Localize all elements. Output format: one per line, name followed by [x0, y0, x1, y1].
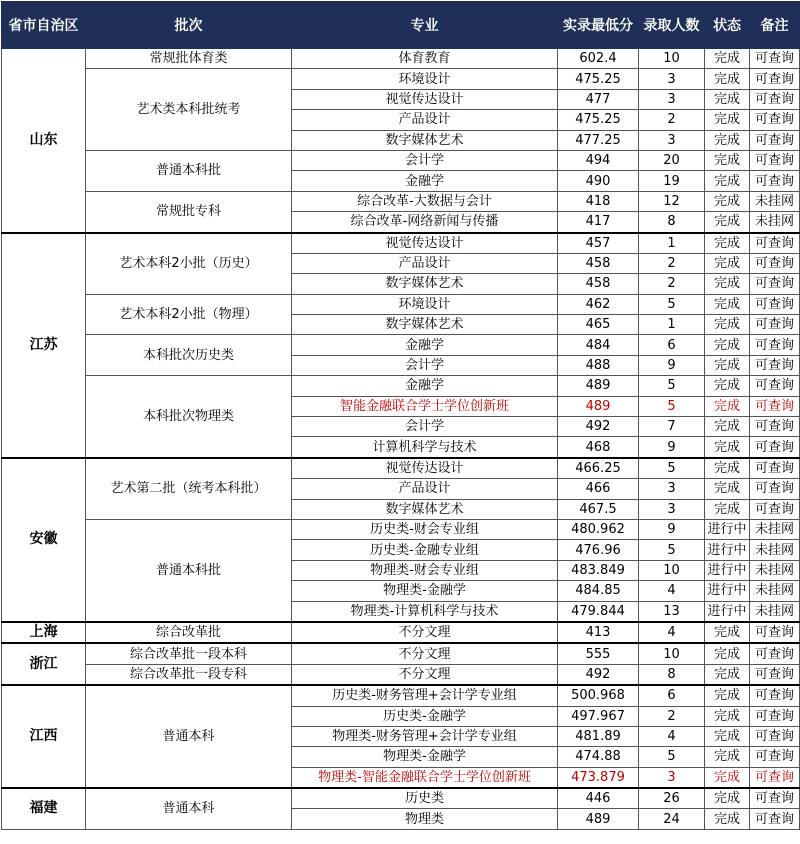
major-cell: 环境设计: [292, 294, 558, 314]
major-cell: 不分文理: [292, 643, 558, 664]
table-body: [2, 49, 800, 830]
min-score-cell: 477.25: [558, 130, 639, 150]
province-cell: 江西: [2, 685, 86, 788]
table-row: [2, 643, 800, 664]
major-cell: 数字媒体艺术: [292, 499, 558, 519]
min-score-cell: 477: [558, 89, 639, 109]
admitted-count-cell: 5: [639, 458, 705, 479]
admitted-count-cell: 8: [639, 664, 705, 685]
note-cell: 未挂网: [750, 540, 800, 560]
header-major: 专业: [292, 2, 558, 49]
note-cell: 可查询: [750, 130, 800, 150]
major-cell: 金融学: [292, 171, 558, 191]
note-cell: 可查询: [750, 622, 800, 643]
note-cell: 可查询: [750, 747, 800, 767]
province-cell: 安徽: [2, 458, 86, 622]
batch-cell: 本科批次历史类: [86, 335, 292, 376]
admitted-count-cell: 3: [639, 479, 705, 499]
note-cell: 可查询: [750, 458, 800, 479]
min-score-cell: 458: [558, 274, 639, 294]
admitted-count-cell: 5: [639, 294, 705, 314]
min-score-cell: 492: [558, 417, 639, 437]
min-score-cell: 467.5: [558, 499, 639, 519]
major-cell: 物理类-计算机科学与技术: [292, 601, 558, 622]
status-cell: 完成: [705, 396, 750, 416]
min-score-cell: 497.967: [558, 706, 639, 726]
admission-scores-table: [1, 1, 800, 830]
min-score-cell: 457: [558, 233, 639, 254]
admitted-count-cell: 4: [639, 581, 705, 601]
status-cell: 完成: [705, 171, 750, 191]
major-cell: 综合改革-网络新闻与传播: [292, 212, 558, 233]
table-row: [2, 622, 800, 643]
major-cell: 金融学: [292, 335, 558, 355]
min-score-cell: 466: [558, 479, 639, 499]
table-row: [2, 458, 800, 479]
major-cell: 不分文理: [292, 664, 558, 685]
note-cell: 可查询: [750, 335, 800, 355]
batch-cell: 常规批体育类: [86, 49, 292, 69]
status-cell: 完成: [705, 788, 750, 809]
status-cell: 完成: [705, 253, 750, 273]
major-cell: 历史类-金融学: [292, 706, 558, 726]
admitted-count-cell: 12: [639, 191, 705, 211]
admitted-count-cell: 6: [639, 335, 705, 355]
admitted-count-cell: 4: [639, 622, 705, 643]
major-cell: 物理类-金融学: [292, 581, 558, 601]
batch-cell: 艺术本科2小批（历史）: [86, 233, 292, 295]
min-score-cell: 492: [558, 664, 639, 685]
min-score-cell: 458: [558, 253, 639, 273]
status-cell: 进行中: [705, 540, 750, 560]
status-cell: 完成: [705, 664, 750, 685]
note-cell: 可查询: [750, 110, 800, 130]
note-cell: 可查询: [750, 788, 800, 809]
min-score-cell: 479.844: [558, 601, 639, 622]
province-cell: 浙江: [2, 643, 86, 685]
major-cell: 视觉传达设计: [292, 233, 558, 254]
status-cell: 完成: [705, 622, 750, 643]
major-cell: 产品设计: [292, 253, 558, 273]
note-cell: 可查询: [750, 499, 800, 519]
admitted-count-cell: 3: [639, 69, 705, 89]
admitted-count-cell: 3: [639, 89, 705, 109]
min-score-cell: 418: [558, 191, 639, 211]
header-status: 状态: [705, 2, 750, 49]
status-cell: 进行中: [705, 560, 750, 580]
admitted-count-cell: 9: [639, 519, 705, 539]
table-row: [2, 519, 800, 539]
note-cell: 可查询: [750, 685, 800, 706]
min-score-cell: 413: [558, 622, 639, 643]
batch-cell: 普通本科: [86, 788, 292, 829]
status-cell: 完成: [705, 110, 750, 130]
admitted-count-cell: 5: [639, 540, 705, 560]
note-cell: 可查询: [750, 417, 800, 437]
min-score-cell: 473.879: [558, 767, 639, 788]
note-cell: 未挂网: [750, 212, 800, 233]
note-cell: 可查询: [750, 233, 800, 254]
status-cell: 完成: [705, 274, 750, 294]
batch-cell: 艺术本科2小批（物理）: [86, 294, 292, 335]
status-cell: 完成: [705, 706, 750, 726]
major-cell: 金融学: [292, 376, 558, 396]
major-cell: 综合改革-大数据与会计: [292, 191, 558, 211]
min-score-cell: 500.968: [558, 685, 639, 706]
note-cell: 可查询: [750, 437, 800, 458]
admitted-count-cell: 5: [639, 376, 705, 396]
admitted-count-cell: 6: [639, 685, 705, 706]
note-cell: 可查询: [750, 809, 800, 829]
min-score-cell: 483.849: [558, 560, 639, 580]
note-cell: 可查询: [750, 643, 800, 664]
table-row: [2, 233, 800, 254]
admitted-count-cell: 9: [639, 355, 705, 375]
batch-cell: 艺术第二批（统考本科批）: [86, 458, 292, 520]
status-cell: 完成: [705, 191, 750, 211]
major-cell: 数字媒体艺术: [292, 274, 558, 294]
min-score-cell: 466.25: [558, 458, 639, 479]
status-cell: 完成: [705, 747, 750, 767]
admitted-count-cell: 8: [639, 212, 705, 233]
admitted-count-cell: 1: [639, 315, 705, 335]
min-score-cell: 446: [558, 788, 639, 809]
status-cell: 完成: [705, 212, 750, 233]
status-cell: 完成: [705, 499, 750, 519]
note-cell: 可查询: [750, 726, 800, 746]
batch-cell: 艺术类本科批统考: [86, 69, 292, 151]
min-score-cell: 480.962: [558, 519, 639, 539]
admitted-count-cell: 1: [639, 233, 705, 254]
min-score-cell: 555: [558, 643, 639, 664]
min-score-cell: 462: [558, 294, 639, 314]
batch-cell: 普通本科: [86, 685, 292, 788]
min-score-cell: 481.89: [558, 726, 639, 746]
note-cell: 可查询: [750, 150, 800, 170]
major-cell: 数字媒体艺术: [292, 130, 558, 150]
table-row: [2, 49, 800, 69]
admitted-count-cell: 20: [639, 150, 705, 170]
note-cell: 可查询: [750, 294, 800, 314]
province-cell: 江苏: [2, 233, 86, 458]
header-note: 备注: [750, 2, 800, 49]
major-cell: 体育教育: [292, 49, 558, 69]
status-cell: 完成: [705, 685, 750, 706]
batch-cell: 综合改革批一段专科: [86, 664, 292, 685]
min-score-cell: 489: [558, 809, 639, 829]
status-cell: 完成: [705, 233, 750, 254]
note-cell: 可查询: [750, 315, 800, 335]
table-row: [2, 664, 800, 685]
note-cell: 可查询: [750, 479, 800, 499]
note-cell: 未挂网: [750, 581, 800, 601]
status-cell: 完成: [705, 294, 750, 314]
major-cell: 历史类-财会专业组: [292, 519, 558, 539]
major-cell: 会计学: [292, 150, 558, 170]
status-cell: 完成: [705, 69, 750, 89]
admitted-count-cell: 2: [639, 274, 705, 294]
batch-cell: 本科批次物理类: [86, 376, 292, 458]
min-score-cell: 417: [558, 212, 639, 233]
min-score-cell: 474.88: [558, 747, 639, 767]
admitted-count-cell: 2: [639, 110, 705, 130]
status-cell: 完成: [705, 335, 750, 355]
note-cell: 可查询: [750, 253, 800, 273]
major-cell: 历史类-财务管理+会计学专业组: [292, 685, 558, 706]
min-score-cell: 490: [558, 171, 639, 191]
batch-cell: 综合改革批一段本科: [86, 643, 292, 664]
status-cell: 完成: [705, 726, 750, 746]
note-cell: 可查询: [750, 49, 800, 69]
major-cell: 物理类-智能金融联合学士学位创新班: [292, 767, 558, 788]
table-row: [2, 69, 800, 89]
header-province: 省市自治区: [2, 2, 86, 49]
admitted-count-cell: 9: [639, 437, 705, 458]
header-admitted-count: 录取人数: [639, 2, 705, 49]
status-cell: 完成: [705, 643, 750, 664]
status-cell: 完成: [705, 479, 750, 499]
min-score-cell: 488: [558, 355, 639, 375]
province-cell: 山东: [2, 49, 86, 233]
admitted-count-cell: 3: [639, 130, 705, 150]
min-score-cell: 602.4: [558, 49, 639, 69]
admitted-count-cell: 2: [639, 253, 705, 273]
major-cell: 产品设计: [292, 479, 558, 499]
major-cell: 环境设计: [292, 69, 558, 89]
admitted-count-cell: 2: [639, 706, 705, 726]
table-row: [2, 191, 800, 211]
major-cell: 历史类-金融专业组: [292, 540, 558, 560]
status-cell: 完成: [705, 458, 750, 479]
admitted-count-cell: 10: [639, 49, 705, 69]
note-cell: 可查询: [750, 396, 800, 416]
major-cell: 历史类: [292, 788, 558, 809]
min-score-cell: 475.25: [558, 69, 639, 89]
status-cell: 进行中: [705, 581, 750, 601]
status-cell: 完成: [705, 376, 750, 396]
batch-cell: 综合改革批: [86, 622, 292, 643]
status-cell: 完成: [705, 767, 750, 788]
admitted-count-cell: 13: [639, 601, 705, 622]
admitted-count-cell: 5: [639, 747, 705, 767]
note-cell: 未挂网: [750, 519, 800, 539]
admitted-count-cell: 3: [639, 499, 705, 519]
status-cell: 完成: [705, 809, 750, 829]
header-min-score: 实录最低分: [558, 2, 639, 49]
min-score-cell: 494: [558, 150, 639, 170]
min-score-cell: 476.96: [558, 540, 639, 560]
note-cell: 可查询: [750, 355, 800, 375]
status-cell: 进行中: [705, 519, 750, 539]
batch-cell: 普通本科批: [86, 150, 292, 191]
province-cell: 福建: [2, 788, 86, 829]
status-cell: 完成: [705, 89, 750, 109]
major-cell: 产品设计: [292, 110, 558, 130]
admitted-count-cell: 19: [639, 171, 705, 191]
status-cell: 完成: [705, 130, 750, 150]
province-cell: 上海: [2, 622, 86, 643]
header-batch: 批次: [86, 2, 292, 49]
admitted-count-cell: 10: [639, 560, 705, 580]
status-cell: 进行中: [705, 601, 750, 622]
min-score-cell: 484.85: [558, 581, 639, 601]
note-cell: 可查询: [750, 664, 800, 685]
admitted-count-cell: 7: [639, 417, 705, 437]
admitted-count-cell: 26: [639, 788, 705, 809]
min-score-cell: 468: [558, 437, 639, 458]
min-score-cell: 489: [558, 396, 639, 416]
note-cell: 可查询: [750, 89, 800, 109]
table-row: [2, 335, 800, 355]
admitted-count-cell: 10: [639, 643, 705, 664]
table-row: [2, 376, 800, 396]
major-cell: 计算机科学与技术: [292, 437, 558, 458]
note-cell: 可查询: [750, 767, 800, 788]
table-row: [2, 685, 800, 706]
batch-cell: 普通本科批: [86, 519, 292, 621]
status-cell: 完成: [705, 437, 750, 458]
major-cell: 物理类-金融学: [292, 747, 558, 767]
major-cell: 视觉传达设计: [292, 89, 558, 109]
min-score-cell: 465: [558, 315, 639, 335]
batch-cell: 常规批专科: [86, 191, 292, 232]
min-score-cell: 484: [558, 335, 639, 355]
admitted-count-cell: 5: [639, 396, 705, 416]
admitted-count-cell: 24: [639, 809, 705, 829]
major-cell: 会计学: [292, 417, 558, 437]
table-row: [2, 150, 800, 170]
table-row: [2, 294, 800, 314]
status-cell: 完成: [705, 315, 750, 335]
note-cell: 可查询: [750, 69, 800, 89]
major-cell: 不分文理: [292, 622, 558, 643]
major-cell: 数字媒体艺术: [292, 315, 558, 335]
major-cell: 物理类-财会专业组: [292, 560, 558, 580]
major-cell: 物理类-财务管理+会计学专业组: [292, 726, 558, 746]
note-cell: 未挂网: [750, 601, 800, 622]
status-cell: 完成: [705, 355, 750, 375]
note-cell: 未挂网: [750, 191, 800, 211]
major-cell: 视觉传达设计: [292, 458, 558, 479]
status-cell: 完成: [705, 49, 750, 69]
header-row: [2, 2, 800, 49]
status-cell: 完成: [705, 417, 750, 437]
min-score-cell: 475.25: [558, 110, 639, 130]
min-score-cell: 489: [558, 376, 639, 396]
note-cell: 可查询: [750, 274, 800, 294]
status-cell: 完成: [705, 150, 750, 170]
note-cell: 可查询: [750, 706, 800, 726]
note-cell: 可查询: [750, 376, 800, 396]
major-cell: 会计学: [292, 355, 558, 375]
note-cell: 可查询: [750, 171, 800, 191]
table-row: [2, 788, 800, 809]
admitted-count-cell: 4: [639, 726, 705, 746]
major-cell: 智能金融联合学士学位创新班: [292, 396, 558, 416]
major-cell: 物理类: [292, 809, 558, 829]
admitted-count-cell: 3: [639, 767, 705, 788]
note-cell: 未挂网: [750, 560, 800, 580]
